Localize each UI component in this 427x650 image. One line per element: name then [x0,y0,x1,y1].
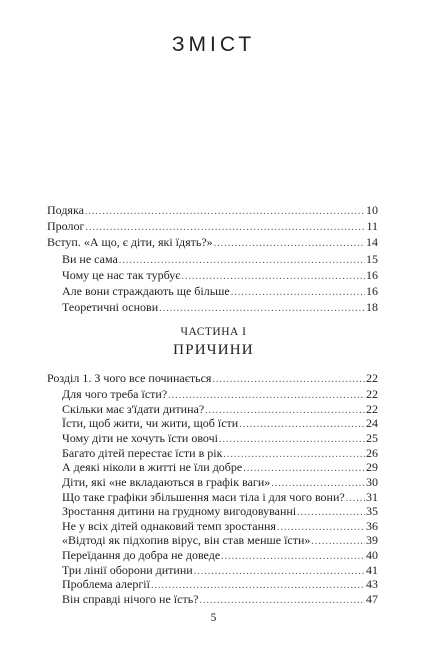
toc-entry-title: Діти, які «не вкладаються в графік ваги» [62,475,271,489]
toc-entry-title: Подяка [47,203,84,217]
toc-entry-title: Скільки має з'їдати дитина? [62,402,205,416]
toc-entry-page: 31 [366,490,378,504]
part-label: ЧАСТИНА І [180,326,247,338]
dot-leader [214,237,365,251]
part-title: ПРИЧИНИ [173,342,254,358]
dot-leader [297,506,365,520]
page-title: ЗМІСТ [171,33,256,56]
toc-entry-page: 10 [366,203,378,217]
toc-entry-title: Що таке графіки збільшення маси тіла і для чого вони? [62,490,345,504]
dot-leader [151,579,365,593]
dot-leader [200,594,365,608]
toc-entry-page: 41 [366,563,378,577]
toc-entry-prologue[interactable] [47,219,378,235]
toc-entry-title: Чому це нас так турбує [62,268,181,282]
toc-entry-page: 24 [366,416,378,430]
toc-subentry[interactable] [62,475,378,491]
toc-entry-title: Чому діти не хочуть їсти овочі [62,431,218,445]
toc-entry-title: Зростання дитини на грудному вигодовуванні [62,504,297,518]
toc-entry-page: 18 [366,300,378,314]
toc-entry-page: 11 [366,219,378,233]
toc-entry-title: «Відтоді як підхопив вірус, він став менше їсти» [62,533,311,547]
toc-entry-page: 22 [366,371,378,385]
dot-leader [271,477,365,491]
toc-subentry[interactable] [62,268,378,284]
toc-entry-title: Вступ. «А що, є діти, які їдять?» [47,235,213,249]
toc-entry-title: Для чого треба їсти? [62,387,168,401]
toc-entry-page: 14 [366,235,378,249]
dot-leader [85,221,365,235]
dot-leader [221,550,365,564]
dot-leader [212,373,365,387]
toc-entry-title: Він справді нічого не їсть? [62,592,199,606]
dot-leader [239,418,365,432]
toc-entry-page: 22 [366,387,378,401]
toc-entry-page: 29 [366,460,378,474]
toc-entry-page: 22 [366,402,378,416]
dot-leader [231,286,365,300]
toc-entry-title: Але вони страждають ще більше [62,284,230,298]
toc-entry-page: 35 [366,504,378,518]
dot-leader [219,433,365,447]
dot-leader [85,205,365,219]
toc-subentry[interactable] [62,431,378,447]
toc-entry-page: 16 [366,268,378,282]
toc-subentry[interactable] [62,300,378,316]
toc-entry-title: Пролог [47,219,85,233]
toc-entry-page: 26 [366,446,378,460]
toc-entry-title: Розділ 1. З чого все починається [47,371,212,385]
dot-leader [243,462,365,476]
toc-entry-introduction[interactable] [47,235,378,251]
toc-entry-page: 43 [366,577,378,591]
toc-entry-page: 47 [366,592,378,606]
toc-entry-title: Багато дітей перестає їсти в рік [62,446,223,460]
toc-entry-chapter-1[interactable] [47,371,378,387]
page-number: 5 [210,612,217,624]
toc-entry-page: 39 [366,533,378,547]
toc-entry-title: Проблема алергії [62,577,150,591]
toc-subentry[interactable] [62,533,378,549]
toc-subentry[interactable] [62,387,378,403]
toc-entry-title: Ви не сама [62,252,118,266]
toc-entry-page: 30 [366,475,378,489]
toc-subentry[interactable] [62,504,378,520]
toc-subentry[interactable] [62,592,378,608]
toc-subentry[interactable] [62,548,378,564]
dot-leader [181,270,365,284]
toc-entry-title: Не у всіх дітей однаковий темп зростання [62,519,276,533]
dot-leader [159,302,365,316]
toc-subentry[interactable] [62,416,378,432]
toc-subentry[interactable] [62,577,378,593]
toc-subentry[interactable] [62,252,378,268]
dot-leader [168,389,365,403]
dot-leader [311,535,365,549]
toc-entry-title: Теоретичні основи [62,300,159,314]
dot-leader [119,254,365,268]
toc-entry-title: А деякі ніколи в житті не їли добре [62,460,243,474]
toc-entry-title: Три лінії оборони дитини [62,563,193,577]
toc-entry-acknowledgements[interactable] [47,203,378,219]
toc-entry-page: 36 [366,519,378,533]
toc-entry-page: 40 [366,548,378,562]
toc-entry-page: 25 [366,431,378,445]
toc-entry-page: 16 [366,284,378,298]
toc-entry-title: Їсти, щоб жити, чи жити, щоб їсти [62,416,239,430]
toc-subentry[interactable] [62,460,378,476]
toc-entry-title: Переїдання до добра не доведе [62,548,221,562]
toc-entry-page: 15 [366,252,378,266]
toc-subentry[interactable] [62,284,378,300]
